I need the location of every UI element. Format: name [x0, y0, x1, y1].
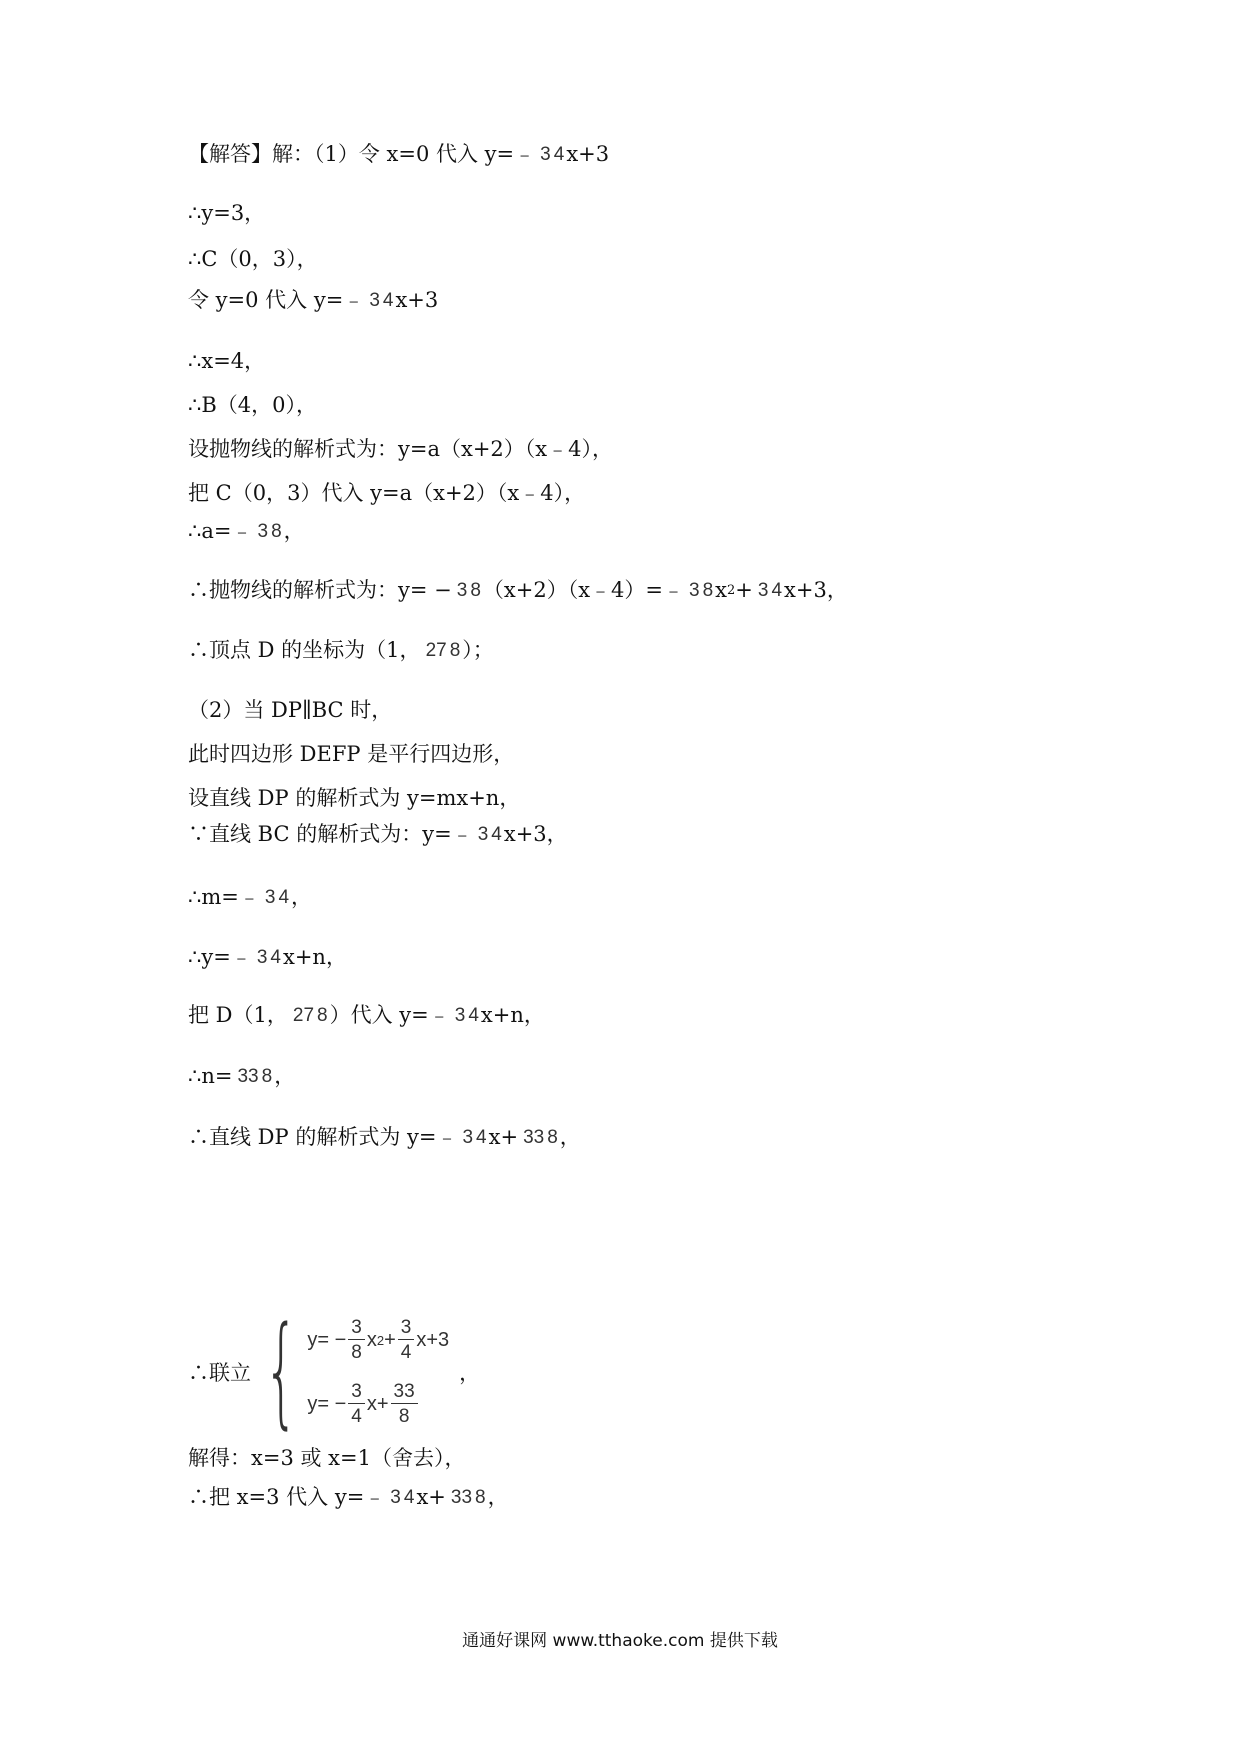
solution-line-19: ∴n= 33 8 ，	[188, 1063, 296, 1088]
solution-line-8: 把 C（0，3）代入 y=a（x+2）（x﹣4），	[188, 481, 586, 505]
solution-line-12: （2）当 DP∥BC 时，	[188, 698, 393, 722]
fraction: 3 4	[757, 580, 783, 601]
solution-line-16: ∴m=﹣ 3 4 ，	[188, 884, 313, 909]
system-row-1: y= − $\frac{3}{8}$ x 2 + $\frac{3}{4}$ x+3	[307, 1317, 450, 1363]
fraction: 3 8	[689, 580, 714, 601]
fraction: 3 4	[454, 1005, 479, 1026]
solution-line-21: 解得：x=3 或 x=1（舍去），	[188, 1446, 466, 1470]
fraction: 3 4	[462, 1127, 487, 1148]
fraction: 33 8	[523, 1127, 558, 1148]
page-footer: 通通好课网 www.tthaoke.com 提供下载	[462, 1631, 778, 1651]
fraction: 27 8	[425, 640, 461, 661]
solution-line-7: 设抛物线的解析式为：y=a（x+2）（x﹣4），	[188, 437, 613, 461]
fraction: 3 4	[369, 290, 394, 311]
fraction: 3 8	[456, 580, 481, 601]
equation-system	[188, 1302, 481, 1441]
solution-line-2: ∴y=3，	[188, 201, 266, 225]
text: 【解答】解：（1）令 x=0 代入 y=﹣	[188, 141, 536, 166]
solution-line-22: ∴把 x=3 代入 y=﹣ 3 4 x+ 33 8 ，	[188, 1484, 509, 1509]
system-rows	[307, 1318, 449, 1426]
fraction: 3 4	[477, 824, 502, 845]
fraction: 33 8	[237, 1066, 273, 1087]
solution-line-11: ∴顶点 D 的坐标为（1， 27 8 ）；	[188, 637, 494, 662]
solution-line-13: 此时四边形 DEFP 是平行四边形，	[188, 742, 515, 766]
solution-line-4: 令 y=0 代入 y=﹣ 3 4 x+3	[188, 287, 439, 312]
fraction: 27 8	[292, 1005, 328, 1026]
solution-line-15: ∵直线 BC 的解析式为：y=﹣ 3 4 x+3，	[188, 821, 568, 846]
solution-line-14: 设直线 DP 的解析式为 y=mx+n，	[188, 786, 521, 810]
solution-line-3: ∴C（0，3），	[188, 247, 318, 271]
fraction: 33 8	[450, 1487, 486, 1508]
fraction: 3 4	[256, 947, 281, 968]
system-label: ∴联立	[188, 1361, 251, 1385]
text: x+3	[566, 141, 610, 166]
system-row-2: y= − $\frac{3}{4}$ x+ $\frac{33}{8}$	[307, 1382, 449, 1426]
fraction: 3 8	[257, 521, 282, 542]
solution-line-5: ∴x=4，	[188, 349, 266, 373]
system-tail: ，	[459, 1361, 481, 1385]
fraction: 3 4	[540, 144, 565, 165]
fraction: 3 4	[390, 1487, 415, 1508]
solution-line-17: ∴y=﹣ 3 4 x+n，	[188, 944, 347, 969]
solution-line-9: ∴a=﹣ 3 8 ，	[188, 518, 305, 543]
solution-line-18: 把 D（1， 27 8 ）代入 y=﹣ 3 4 x+n，	[188, 1002, 545, 1027]
fraction: 3 4	[264, 887, 290, 908]
left-brace: {	[263, 1302, 299, 1441]
solution-line-20: ∴直线 DP 的解析式为 y=﹣ 3 4 x+ 33 8 ，	[188, 1124, 581, 1149]
solution-line-6: ∴B（4，0），	[188, 393, 318, 417]
solution-line-10: ∴抛物线的解析式为：y= − 3 8 （x+2）（x﹣4）=﹣ 3 8 x 2 + 3 4 x+3，	[188, 577, 848, 602]
solution-line-1	[188, 142, 609, 166]
